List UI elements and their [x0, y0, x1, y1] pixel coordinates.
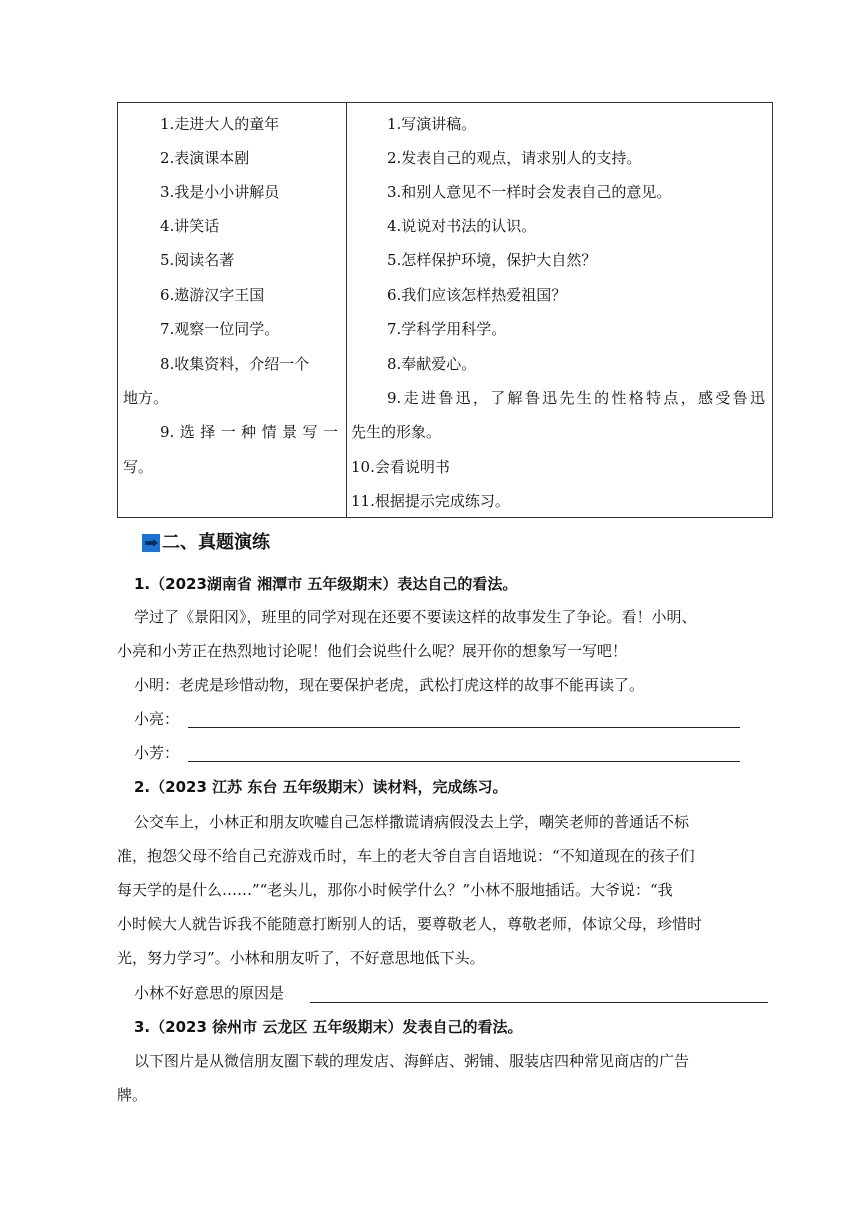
- question-heading: 1.（2023湖南省 湘潭市 五年级期末）表达自己的看法。: [134, 575, 518, 593]
- right-cell-line: 9.走进鲁迅，了解鲁迅先生的性格特点，感受鲁迅: [387, 389, 765, 407]
- right-cell-line: 6.我们应该怎样热爱祖国？: [387, 286, 567, 304]
- paragraph-line: 小亮和小芳正在热烈地讨论呢！他们会说些什么呢？展开你的想象写一写吧！: [117, 642, 628, 660]
- paragraph-line: 以下图片是从微信朋友圈下载的理发店、海鲜店、粥铺、服装店四种常见商店的广告: [134, 1052, 690, 1070]
- left-cell-line: 写。: [123, 458, 154, 476]
- question-heading: 3.（2023 徐州市 云龙区 五年级期末）发表自己的看法。: [134, 1018, 523, 1036]
- left-cell-line: 1.走进大人的童年: [160, 115, 280, 133]
- right-cell-line: 11.根据提示完成练习。: [351, 492, 510, 510]
- right-cell-line: 4.说说对书法的认识。: [387, 217, 537, 235]
- right-cell-line: 3.和别人意见不一样时会发表自己的意见。: [387, 183, 672, 201]
- section-title-text: 二、真题演练: [162, 532, 270, 553]
- right-cell-line: 2.发表自己的观点，请求别人的支持。: [387, 149, 642, 167]
- question-heading: 2.（2023 江苏 东台 五年级期末）读材料，完成练习。: [134, 778, 508, 796]
- right-cell-line: 1.写演讲稿。: [387, 115, 477, 133]
- right-cell-line: 7.学科学用科学。: [387, 320, 507, 338]
- answer-label: 小亮：: [134, 710, 180, 728]
- section-title: [142, 530, 270, 556]
- paragraph-line: 牌。: [117, 1086, 148, 1104]
- right-cell-line: 先生的形象。: [351, 423, 442, 441]
- left-cell-line: 7.观察一位同学。: [160, 320, 280, 338]
- right-cell-line: 8.奉献爱心。: [387, 355, 477, 373]
- answer-label: 小芳：: [134, 744, 180, 762]
- paragraph-line: 学过了《景阳冈》，班里的同学对现在还要不要读这样的故事发生了争论。看！小明、: [134, 608, 697, 626]
- answer-blank[interactable]: [310, 1002, 768, 1003]
- column-divider: [346, 103, 347, 517]
- paragraph-line: 小时候大人就告诉我不能随意打断别人的话，要尊敬老人，尊敬老师，体谅父母，珍惜时: [117, 915, 703, 933]
- left-cell-line: 8.收集资料，介绍一个: [160, 355, 310, 373]
- answer-prompt: 小林不好意思的原因是: [134, 984, 285, 1002]
- left-cell-line: 9.选择一种情景写一: [160, 423, 338, 441]
- right-cell-line: 5.怎样保护环境，保护大自然？: [387, 251, 597, 269]
- answer-blank[interactable]: [188, 761, 740, 762]
- left-cell-line: 4.讲笑话: [160, 217, 220, 235]
- paragraph-line: 准，抱怨父母不给自己充游戏币时，车上的老大爷自言自语地说：“不知道现在的孩子们: [117, 847, 695, 865]
- paragraph-line: 公交车上，小林正和朋友吹嘘自己怎样撒谎请病假没去上学，嘲笑老师的普通话不标: [134, 813, 690, 831]
- topic-table: [117, 102, 773, 518]
- left-cell-line: 2.表演课本剧: [160, 149, 250, 167]
- paragraph-line: 光，努力学习”。小林和朋友听了，不好意思地低下头。: [117, 949, 485, 967]
- left-cell-line: 5.阅读名著: [160, 251, 235, 269]
- answer-blank[interactable]: [188, 727, 740, 728]
- left-cell-line: 6.遨游汉字王国: [160, 286, 265, 304]
- dialogue-line: 小明：老虎是珍惜动物，现在要保护老虎，武松打虎这样的故事不能再读了。: [134, 676, 645, 694]
- right-cell-line: 10.会看说明书: [351, 458, 450, 476]
- arrow-icon: [142, 534, 160, 552]
- left-cell-line: 地方。: [123, 389, 169, 407]
- left-cell-line: 3.我是小小讲解员: [160, 183, 280, 201]
- paragraph-line: 每天学的是什么……”“老头儿，那你小时候学什么？”小林不服地插话。大爷说：“我: [117, 881, 673, 899]
